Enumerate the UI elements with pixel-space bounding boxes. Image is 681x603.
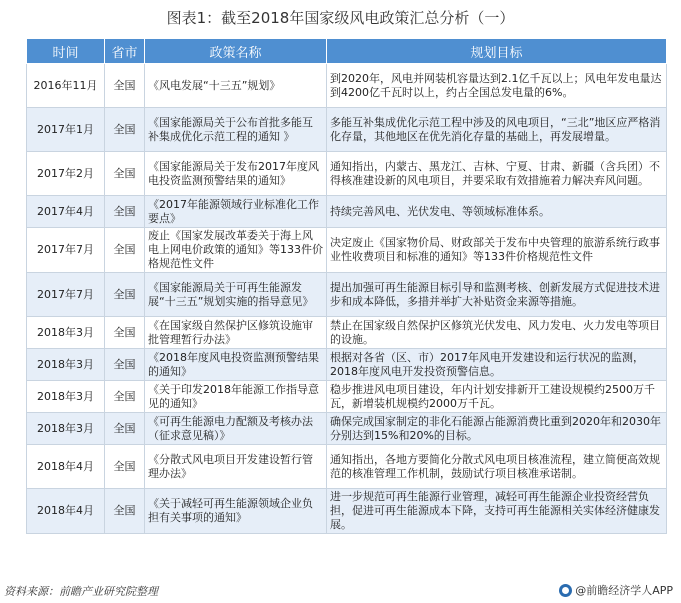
- cell-goal: 持续完善风电、光伏发电、等领域标准体系。: [327, 196, 667, 228]
- cell-time: 2018年3月: [27, 317, 105, 349]
- table-row: [27, 152, 667, 196]
- table-row: [27, 317, 667, 349]
- cell-policy: 《2017年能源领域行业标准化工作要点》: [145, 196, 327, 228]
- cell-time: 2017年2月: [27, 152, 105, 196]
- table-header-row: [27, 39, 667, 64]
- table-row: [27, 228, 667, 273]
- cell-goal: 到2020年，风电并网装机容量达到2.1亿千瓦以上；风电年发电量达到4200亿千瓦时以上，约占全国总发电量的6%。: [327, 64, 667, 108]
- table-row: [27, 108, 667, 152]
- cell-goal: 通知指出，内蒙古、黑龙江、吉林、宁夏、甘肃、新疆（含兵团）不得核准建设新的风电项目，并要采取有效措施着力解决弃风问题。: [327, 152, 667, 196]
- cell-time: 2017年7月: [27, 273, 105, 317]
- cell-province: 全国: [105, 108, 145, 152]
- cell-policy: 《国家能源局关于公布首批多能互补集成优化示范工程的通知 》: [145, 108, 327, 152]
- brand-logo-icon: [559, 584, 572, 597]
- brand-label: @前瞻经济学人APP: [575, 584, 673, 597]
- cell-policy: 《分散式风电项目开发建设暂行管理办法》: [145, 445, 327, 489]
- footer: [0, 578, 681, 603]
- cell-goal: 决定废止《国家物价局、财政部关于发布中央管理的旅游系统行政事业性收费项目和标准的通知》等133件价格规范性文件: [327, 228, 667, 273]
- cell-goal: 多能互补集成优化示范工程中涉及的风电项目，“三北”地区应严格消化存量，其他地区在优先消化存量的基础上，再发展增量。: [327, 108, 667, 152]
- table-row: [27, 196, 667, 228]
- table-row: [27, 413, 667, 445]
- cell-goal: 提出加强可再生能源目标引导和监测考核、创新发展方式促进技术进步和成本降低，多措并举扩大补贴资金来源等措施。: [327, 273, 667, 317]
- cell-province: 全国: [105, 152, 145, 196]
- chart-title: 图表1：截至2018年国家级风电政策汇总分析（一）: [166, 9, 515, 27]
- cell-province: 全国: [105, 228, 145, 273]
- cell-policy: 《风电发展“十三五”规划》: [145, 64, 327, 108]
- cell-policy: 《在国家级自然保护区修筑设施审批管理暂行办法》: [145, 317, 327, 349]
- header-policy-name: 政策名称: [145, 39, 327, 64]
- cell-goal: 根据对各省（区、市）2017年风电开发建设和运行状况的监测，2018年度风电开发投资预警信息。: [327, 349, 667, 381]
- cell-goal: 进一步规范可再生能源行业管理，减轻可再生能源企业投资经营负担，促进可再生能源成本下降，支持可再生能源相关实体经济健康发展。: [327, 489, 667, 534]
- cell-policy: 《可再生能源电力配额及考核办法（征求意见稿）》: [145, 413, 327, 445]
- cell-policy: 《2018年度风电投资监测预警结果的通知》: [145, 349, 327, 381]
- cell-time: 2018年4月: [27, 489, 105, 534]
- table-row: [27, 349, 667, 381]
- brand-watermark: [559, 582, 673, 598]
- cell-province: 全国: [105, 381, 145, 413]
- cell-province: 全国: [105, 196, 145, 228]
- cell-province: 全国: [105, 273, 145, 317]
- table-body: [27, 64, 667, 534]
- policy-table-container: [26, 38, 666, 534]
- header-planning-goal: 规划目标: [327, 39, 667, 64]
- table-row: [27, 381, 667, 413]
- cell-goal: 稳步推进风电项目建设，年内计划安排新开工建设规模约2500万千瓦，新增装机规模约2000万千瓦。: [327, 381, 667, 413]
- cell-time: 2017年4月: [27, 196, 105, 228]
- policy-table: [26, 38, 667, 534]
- cell-time: 2017年7月: [27, 228, 105, 273]
- cell-province: 全国: [105, 317, 145, 349]
- cell-province: 全国: [105, 349, 145, 381]
- cell-policy: 《国家能源局关于发布2017年度风电投资监测预警结果的通知》: [145, 152, 327, 196]
- cell-time: 2018年3月: [27, 349, 105, 381]
- cell-time: 2018年3月: [27, 381, 105, 413]
- cell-policy: 《关于减轻可再生能源领域企业负担有关事项的通知》: [145, 489, 327, 534]
- table-row: [27, 445, 667, 489]
- cell-province: 全国: [105, 445, 145, 489]
- cell-goal: 通知指出，各地方要简化分散式风电项目核准流程，建立简便高效规范的核准管理工作机制，鼓励试行项目核准承诺制。: [327, 445, 667, 489]
- header-time: 时间: [27, 39, 105, 64]
- table-row: [27, 489, 667, 534]
- cell-policy: 《关于印发2018年能源工作指导意见的通知》: [145, 381, 327, 413]
- header-province: 省市: [105, 39, 145, 64]
- table-row: [27, 273, 667, 317]
- cell-policy: 废止《国家发展改革委关于海上风电上网电价政策的通知》等133件价格规范性文件: [145, 228, 327, 273]
- table-row: [27, 64, 667, 108]
- cell-province: 全国: [105, 489, 145, 534]
- source-note: 资料来源：前瞻产业研究院整理: [4, 585, 158, 598]
- cell-policy: 《国家能源局关于可再生能源发展“十三五”规划实施的指导意见》: [145, 273, 327, 317]
- cell-time: 2016年11月: [27, 64, 105, 108]
- cell-time: 2018年3月: [27, 413, 105, 445]
- cell-goal: 禁止在国家级自然保护区修筑光伏发电、风力发电、火力发电等项目的设施。: [327, 317, 667, 349]
- cell-time: 2017年1月: [27, 108, 105, 152]
- cell-province: 全国: [105, 64, 145, 108]
- cell-time: 2018年4月: [27, 445, 105, 489]
- cell-province: 全国: [105, 413, 145, 445]
- cell-goal: 确保完成国家制定的非化石能源占能源消费比重到2020年和2030年分别达到15%和20%的目标。: [327, 413, 667, 445]
